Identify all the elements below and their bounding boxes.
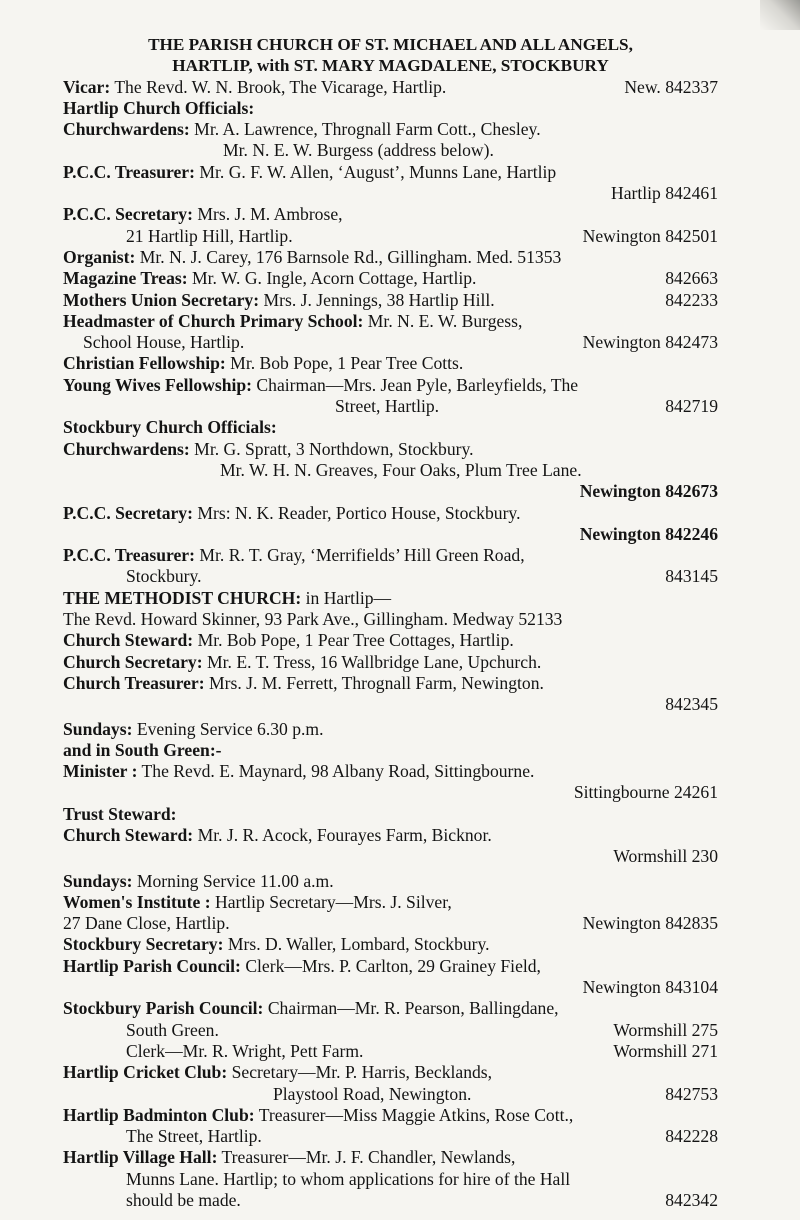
young-wives-line1: Chairman—Mrs. Jean Pyle, Barleyfields, The [256,374,579,395]
stockbury-council-line2: South Green. [126,1019,219,1040]
sundays-morning-text: Morning Service 11.00 a.m. [136,870,334,891]
young-wives-phone: 842719 [665,396,718,417]
cricket-line1: Secretary—Mr. P. Harris, Becklands, [231,1062,493,1083]
stockbury-council-phone3: Wormshill 271 [613,1040,718,1061]
organist-entry [63,247,718,268]
hartlip-pcc-treasurer-entry [63,162,718,183]
hartlip-officials-heading: Hartlip Church Officials: [63,97,255,118]
village-hall-line3: should be made. [126,1190,241,1211]
sundays-evening-text: Evening Service 6.30 p.m. [136,718,324,739]
cricket-entry [63,1062,718,1083]
sg-steward-entry [63,825,718,846]
headmaster-line1: Mr. N. E. W. Burgess, [367,310,523,331]
sg-minister-text: The Revd. E. Maynard, 98 Albany Road, Sittingbourne. [141,761,535,782]
mothers-union-entry [63,290,718,311]
mothers-union-text: Mrs. J. Jennings, 38 Hartlip Hill. [263,289,495,310]
organist-text: Mr. N. J. Carey, 176 Barnsole Rd., Gillingham. Med. 51353 [139,246,562,267]
sg-minister-phone-line [63,782,718,803]
sundays-morning-label: Sundays: [63,870,133,891]
hartlip-churchwardens-line1: Mr. A. Lawrence, Thrognall Farm Cott., Chesley. [194,119,541,140]
badminton-line1: Treasurer—Miss Maggie Atkins, Rose Cott., [258,1104,574,1125]
headmaster-line2-row [63,332,718,353]
headmaster-entry [63,311,718,332]
badminton-entry [63,1105,718,1126]
mothers-union-label: Mothers Union Secretary: [63,289,260,310]
hartlip-council-text: Clerk—Mrs. P. Carlton, 29 Grainey Field, [245,955,541,976]
stockbury-churchwardens-entry [63,439,718,460]
parish-directory [63,34,718,1211]
stockbury-churchwardens-phone-line [63,481,718,502]
vicar-text: The Revd. W. N. Brook, The Vicarage, Hartlip. [114,76,447,97]
south-green-heading: and in South Green:- [63,739,222,760]
sundays-evening-entry [63,719,718,740]
cricket-line2-row [63,1084,718,1105]
magazine-treas-phone: 842663 [665,268,718,289]
stockbury-churchwardens-line1: Mr. G. Spratt, 3 Northdown, Stockbury. [194,438,474,459]
methodist-label: THE METHODIST CHURCH: [63,587,302,608]
christian-fellowship-entry [63,353,718,374]
hartlip-pcc-secretary-line1: Mrs. J. M. Ambrose, [197,204,343,225]
sundays-morning-entry [63,871,718,892]
sg-minister-entry [63,761,718,782]
womens-institute-label: Women's Institute : [63,891,211,912]
young-wives-label: Young Wives Fellowship: [63,374,253,395]
badminton-phone: 842228 [665,1126,718,1147]
stockbury-pcc-secretary-label: P.C.C. Secretary: [63,502,193,523]
methodist-treasurer-label: Church Treasurer: [63,672,205,693]
headmaster-line2: School House, Hartlip. [83,332,245,353]
sg-steward-text: Mr. J. R. Acock, Fourayes Farm, Bicknor. [197,824,492,845]
young-wives-entry [63,375,718,396]
stockbury-pcc-treasurer-label: P.C.C. Treasurer: [63,545,195,566]
organist-label: Organist: [63,246,136,267]
stockbury-officials-heading: Stockbury Church Officials: [63,417,277,438]
womens-institute-line2-row [63,913,718,934]
stockbury-pcc-treasurer-line2: Stockbury. [126,566,202,587]
womens-institute-entry [63,892,718,913]
sg-steward-phone: Wormshill 230 [613,846,718,867]
vicar-entry [63,77,718,98]
mothers-union-phone: 842233 [665,289,718,310]
stockbury-pcc-secretary-phone-line [63,524,718,545]
methodist-treasurer-phone-line [63,694,718,715]
hartlip-council-entry [63,956,718,977]
methodist-secretary-text: Mr. E. T. Tress, 16 Wallbridge Lane, Upchurch. [207,651,542,672]
cricket-label: Hartlip Cricket Club: [63,1062,228,1083]
title-line-1: THE PARISH CHURCH OF ST. MICHAEL AND ALL ANGELS, [148,35,633,54]
hartlip-churchwardens-line2: Mr. N. E. W. Burgess (address below). [223,140,494,161]
sg-steward-phone-line [63,846,718,867]
womens-institute-phone: Newington 842835 [582,913,718,934]
methodist-entry [63,588,718,609]
badminton-line2-row [63,1126,718,1147]
methodist-treasurer-text: Mrs. J. M. Ferrett, Thrognall Farm, Newington. [208,672,544,693]
hartlip-pcc-treasurer-phone-line [63,183,718,204]
vicar-label: Vicar: [63,76,111,97]
magazine-treas-label: Magazine Treas: [63,268,188,289]
village-hall-phone: 842342 [665,1190,718,1211]
stockbury-churchwardens-line2: Mr. W. H. N. Greaves, Four Oaks, Plum Tree Lane. [220,459,582,480]
methodist-steward-entry [63,630,718,651]
stockbury-pcc-treasurer-phone: 843145 [665,566,718,587]
wi-stockbury-label: Stockbury Secretary: [63,934,224,955]
badminton-label: Hartlip Badminton Club: [63,1104,255,1125]
womens-institute-line2: 27 Dane Close, Hartlip. [63,913,230,934]
sg-minister-phone: Sittingbourne 24261 [573,782,718,803]
page-corner-shadow [760,0,800,30]
hartlip-council-label: Hartlip Parish Council: [63,955,241,976]
magazine-treas-entry [63,268,718,289]
methodist-treasurer-entry [63,673,718,694]
vicar-phone: New. 842337 [624,76,718,97]
headmaster-label: Headmaster of Church Primary School: [63,310,364,331]
hartlip-churchwardens-entry [63,119,718,140]
hartlip-pcc-secretary-line2-row [63,226,718,247]
sundays-evening-label: Sundays: [63,718,133,739]
cricket-phone: 842753 [665,1083,718,1104]
stockbury-council-line3: Clerk—Mr. R. Wright, Pett Farm. [126,1040,364,1061]
methodist-steward-label: Church Steward: [63,630,194,651]
village-hall-entry [63,1147,718,1168]
wi-stockbury-text: Mrs. D. Waller, Lombard, Stockbury. [227,934,490,955]
hartlip-pcc-secretary-entry [63,204,718,225]
stockbury-council-phone2: Wormshill 275 [613,1019,718,1040]
stockbury-council-label: Stockbury Parish Council: [63,998,264,1019]
badminton-line2: The Street, Hartlip. [126,1126,262,1147]
young-wives-line2-row [63,396,718,417]
hartlip-pcc-secretary-line2: 21 Hartlip Hill, Hartlip. [126,225,293,246]
sg-minister-label: Minister : [63,761,138,782]
stockbury-churchwardens-phone: Newington 842673 [579,481,718,502]
young-wives-line2: Street, Hartlip. [335,396,440,417]
hartlip-churchwardens-label: Churchwardens: [63,119,190,140]
christian-fellowship-text: Mr. Bob Pope, 1 Pear Tree Cotts. [230,353,464,374]
methodist-secretary-label: Church Secretary: [63,651,203,672]
stockbury-council-line3-row [63,1041,718,1062]
methodist-minister: The Revd. Howard Skinner, 93 Park Ave., Gillingham. Medway 52133 [63,609,563,630]
cricket-line2: Playstool Road, Newington. [273,1083,472,1104]
stockbury-churchwardens-label: Churchwardens: [63,438,190,459]
stockbury-pcc-secretary-text: Mrs: N. K. Reader, Portico House, Stockbury. [197,502,521,523]
village-hall-line3-row [63,1190,718,1211]
methodist-treasurer-phone: 842345 [665,694,718,715]
sg-steward-label: Church Steward: [63,824,194,845]
methodist-secretary-entry [63,652,718,673]
hartlip-council-phone-line [63,977,718,998]
womens-institute-line1: Hartlip Secretary—Mrs. J. Silver, [215,891,452,912]
stockbury-council-entry [63,998,718,1019]
hartlip-council-phone: Newington 843104 [582,977,718,998]
wi-stockbury-entry [63,934,718,955]
stockbury-pcc-treasurer-line1: Mr. R. T. Gray, ‘Merrifields’ Hill Green Road, [199,545,525,566]
methodist-text: in Hartlip— [305,587,392,608]
village-hall-label: Hartlip Village Hall: [63,1147,218,1168]
methodist-steward-text: Mr. Bob Pope, 1 Pear Tree Cottages, Hartlip. [197,630,514,651]
hartlip-pcc-secretary-phone: Newington 842501 [582,225,718,246]
headmaster-phone: Newington 842473 [582,332,718,353]
village-hall-line2: Munns Lane. Hartlip; to whom applications for hire of the Hall [126,1168,571,1189]
hartlip-pcc-treasurer-phone: Hartlip 842461 [610,183,718,204]
stockbury-council-line2-row [63,1020,718,1041]
magazine-treas-text: Mr. W. G. Ingle, Acorn Cottage, Hartlip. [192,268,477,289]
stockbury-pcc-secretary-phone: Newington 842246 [579,523,718,544]
village-hall-line1: Treasurer—Mr. J. F. Chandler, Newlands, [221,1147,516,1168]
hartlip-pcc-treasurer-text: Mr. G. F. W. Allen, ‘August’, Munns Lane, Hartlip [199,161,557,182]
stockbury-pcc-secretary-entry [63,503,718,524]
stockbury-pcc-treasurer-entry [63,545,718,566]
trust-steward-label: Trust Steward: [63,803,177,824]
hartlip-pcc-treasurer-label: P.C.C. Treasurer: [63,161,195,182]
christian-fellowship-label: Christian Fellowship: [63,353,226,374]
stockbury-pcc-treasurer-line2-row [63,566,718,587]
title-line-2: HARTLIP, with ST. MARY MAGDALENE, STOCKBURY [172,56,609,76]
stockbury-council-line1: Chairman—Mr. R. Pearson, Ballingdane, [267,998,559,1019]
hartlip-pcc-secretary-label: P.C.C. Secretary: [63,204,193,225]
